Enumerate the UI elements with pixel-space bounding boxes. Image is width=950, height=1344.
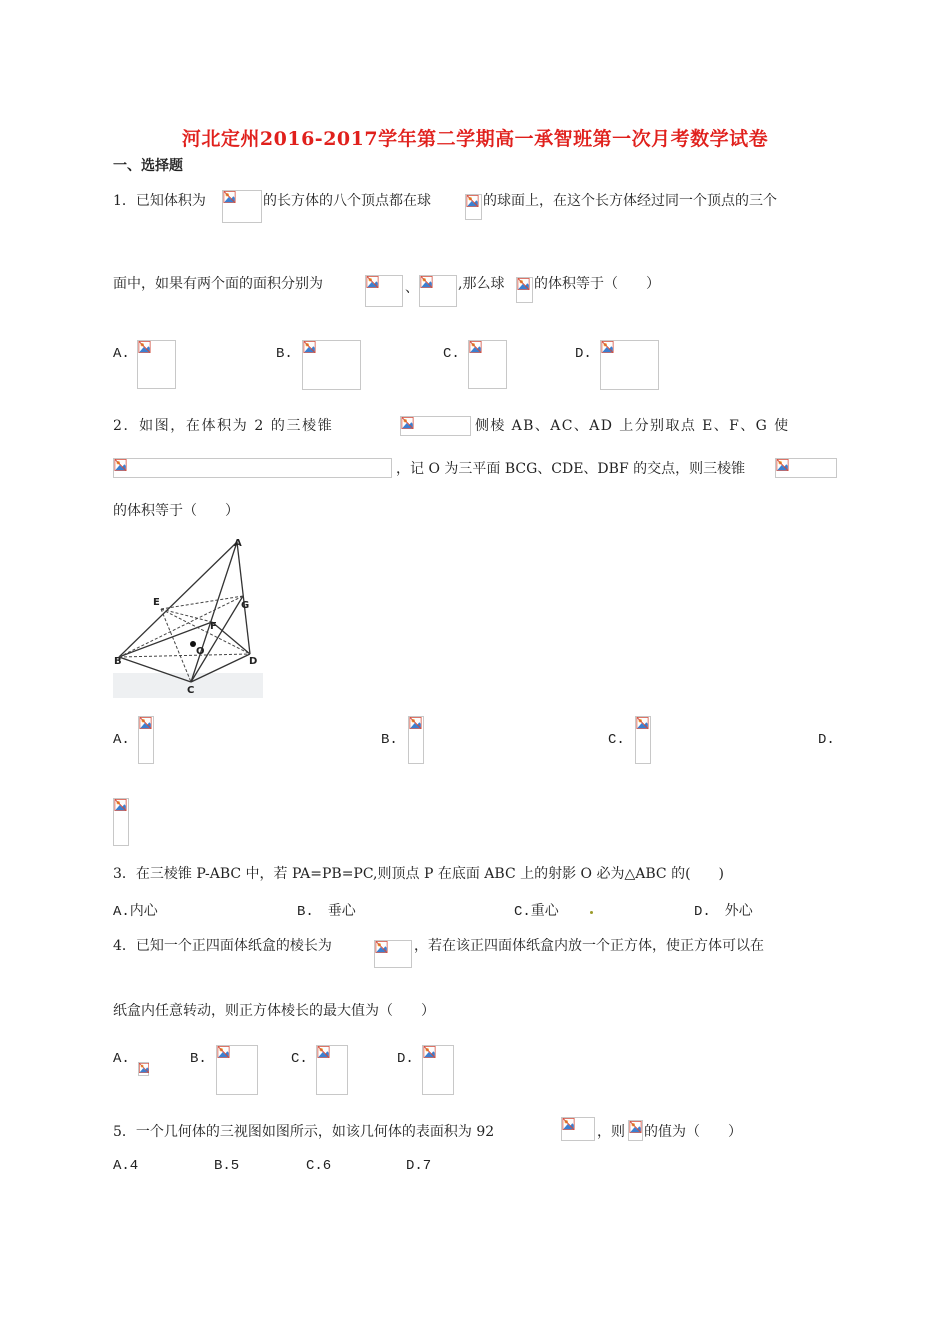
q5-option-a: A.4 — [113, 1158, 139, 1174]
fig-label-d: D — [249, 656, 258, 667]
fig-label-c: C — [187, 685, 195, 696]
q3-text: 3．在三棱锥 P-ABC 中，若 PA=PB=PC,则顶点 P 在底面 ABC 上的射影 O 必为△ABC 的( ) — [113, 866, 724, 882]
formula-image — [468, 340, 507, 389]
q2-text-1b: 侧棱 AB、AC、AD 上分别取点 E、F、G 使 — [475, 418, 790, 434]
image-placeholder-icon — [466, 195, 479, 207]
q3-option-a: A.内心 — [113, 904, 158, 920]
formula-image — [422, 1045, 454, 1095]
q1-text-2b: ,那么球 — [458, 276, 505, 292]
q1-text-1a: 1．已知体积为 — [113, 193, 206, 209]
formula-image — [400, 416, 471, 436]
formula-image — [302, 340, 361, 390]
q1-option-b: B. — [276, 346, 293, 362]
fig-label-o: O — [196, 646, 205, 657]
q1-option-a: A. — [113, 346, 130, 362]
image-placeholder-icon — [776, 459, 789, 471]
section-heading: 一、选择题 — [113, 158, 183, 174]
formula-image — [419, 275, 457, 307]
page-title: 河北定州2016-2017学年第二学期高一承智班第一次月考数学试卷 — [181, 128, 769, 150]
image-placeholder-icon — [409, 717, 422, 729]
formula-image — [216, 1045, 258, 1095]
image-placeholder-icon — [366, 276, 379, 288]
formula-image — [137, 340, 176, 389]
q3-option-d: D. 外心 — [694, 904, 753, 920]
q4-option-b: B. — [190, 1051, 207, 1067]
formula-image — [113, 798, 129, 846]
image-placeholder-icon — [420, 276, 433, 288]
image-placeholder-icon — [601, 341, 614, 353]
image-placeholder-icon — [114, 459, 127, 471]
q5-option-b: B.5 — [214, 1158, 240, 1174]
formula-image — [316, 1045, 348, 1095]
formula-image — [365, 275, 403, 307]
q1-sep: 、 — [405, 280, 419, 296]
formula-image — [408, 716, 424, 764]
formula-image — [775, 458, 837, 478]
image-placeholder-icon — [562, 1118, 575, 1130]
q2-option-a: A. — [113, 732, 130, 748]
q2-text-2a: ，记 O 为三平面 BCG、CDE、DBF 的交点，则三棱锥 — [396, 461, 746, 477]
tetrahedron-figure — [113, 533, 263, 698]
q4-text-2: 纸盒内任意转动，则正方体棱长的最大值为（ ） — [113, 1003, 435, 1019]
q5-option-c: C.6 — [306, 1158, 332, 1174]
stray-dot — [590, 911, 593, 914]
fig-label-f: F — [210, 621, 217, 632]
q1-text-2c: 的体积等于（ ） — [534, 276, 660, 292]
image-placeholder-icon — [517, 278, 530, 290]
formula-image — [465, 194, 482, 220]
image-placeholder-icon — [636, 717, 649, 729]
formula-image — [222, 190, 262, 223]
formula-image — [138, 716, 154, 764]
fig-label-e: E — [153, 597, 160, 608]
formula-image — [138, 1062, 149, 1076]
fig-label-b: B — [114, 656, 122, 667]
image-placeholder-icon — [303, 341, 316, 353]
q1-option-c: C. — [443, 346, 460, 362]
q4-option-c: C. — [291, 1051, 308, 1067]
q5-text-a: 5．一个几何体的三视图如图所示，如该几何体的表面积为 92 — [113, 1124, 495, 1140]
image-placeholder-icon — [375, 941, 388, 953]
image-placeholder-icon — [138, 341, 151, 353]
image-placeholder-icon — [114, 799, 127, 811]
q3-option-b: B. 垂心 — [297, 904, 356, 920]
q3-option-c: C.重心 — [514, 904, 559, 920]
image-placeholder-icon — [223, 191, 236, 203]
q2-text-3: 的体积等于（ ） — [113, 503, 239, 519]
q1-text-2a: 面中，如果有两个面的面积分别为 — [113, 276, 323, 292]
q2-option-b: B. — [381, 732, 398, 748]
formula-image — [628, 1120, 643, 1141]
q2-option-d: D. — [818, 732, 835, 748]
formula-image — [561, 1117, 595, 1141]
q1-option-d: D. — [575, 346, 592, 362]
image-placeholder-icon — [139, 717, 152, 729]
image-placeholder-icon — [217, 1046, 230, 1058]
formula-image — [635, 716, 651, 764]
fig-label-a: A — [234, 538, 242, 549]
image-placeholder-icon — [629, 1121, 642, 1133]
image-placeholder-icon — [401, 417, 414, 429]
q4-text-1a: 4．已知一个正四面体纸盒的棱长为 — [113, 938, 332, 954]
q5-text-c: 的值为（ ） — [644, 1124, 742, 1140]
q1-text-1b: 的长方体的八个顶点都在球 — [263, 193, 431, 209]
formula-image — [113, 458, 392, 478]
q4-option-d: D. — [397, 1051, 414, 1067]
fig-label-g: G — [241, 600, 250, 611]
formula-image — [374, 940, 412, 968]
q4-text-1b: ，若在该正四面体纸盒内放一个正方体，使正方体可以在 — [414, 938, 764, 954]
image-placeholder-icon — [317, 1046, 330, 1058]
image-placeholder-icon — [423, 1046, 436, 1058]
q5-option-d: D.7 — [406, 1158, 432, 1174]
q2-text-1a: 2．如图，在体积为 2 的三棱锥 — [113, 418, 334, 434]
image-placeholder-icon — [469, 341, 482, 353]
formula-image — [516, 277, 533, 303]
q4-option-a: A. — [113, 1051, 130, 1067]
formula-image — [600, 340, 659, 390]
q2-option-c: C. — [608, 732, 625, 748]
image-placeholder-icon — [139, 1063, 149, 1073]
q5-text-b: ，则 — [597, 1124, 625, 1140]
q1-text-1c: 的球面上，在这个长方体经过同一个顶点的三个 — [483, 193, 777, 209]
